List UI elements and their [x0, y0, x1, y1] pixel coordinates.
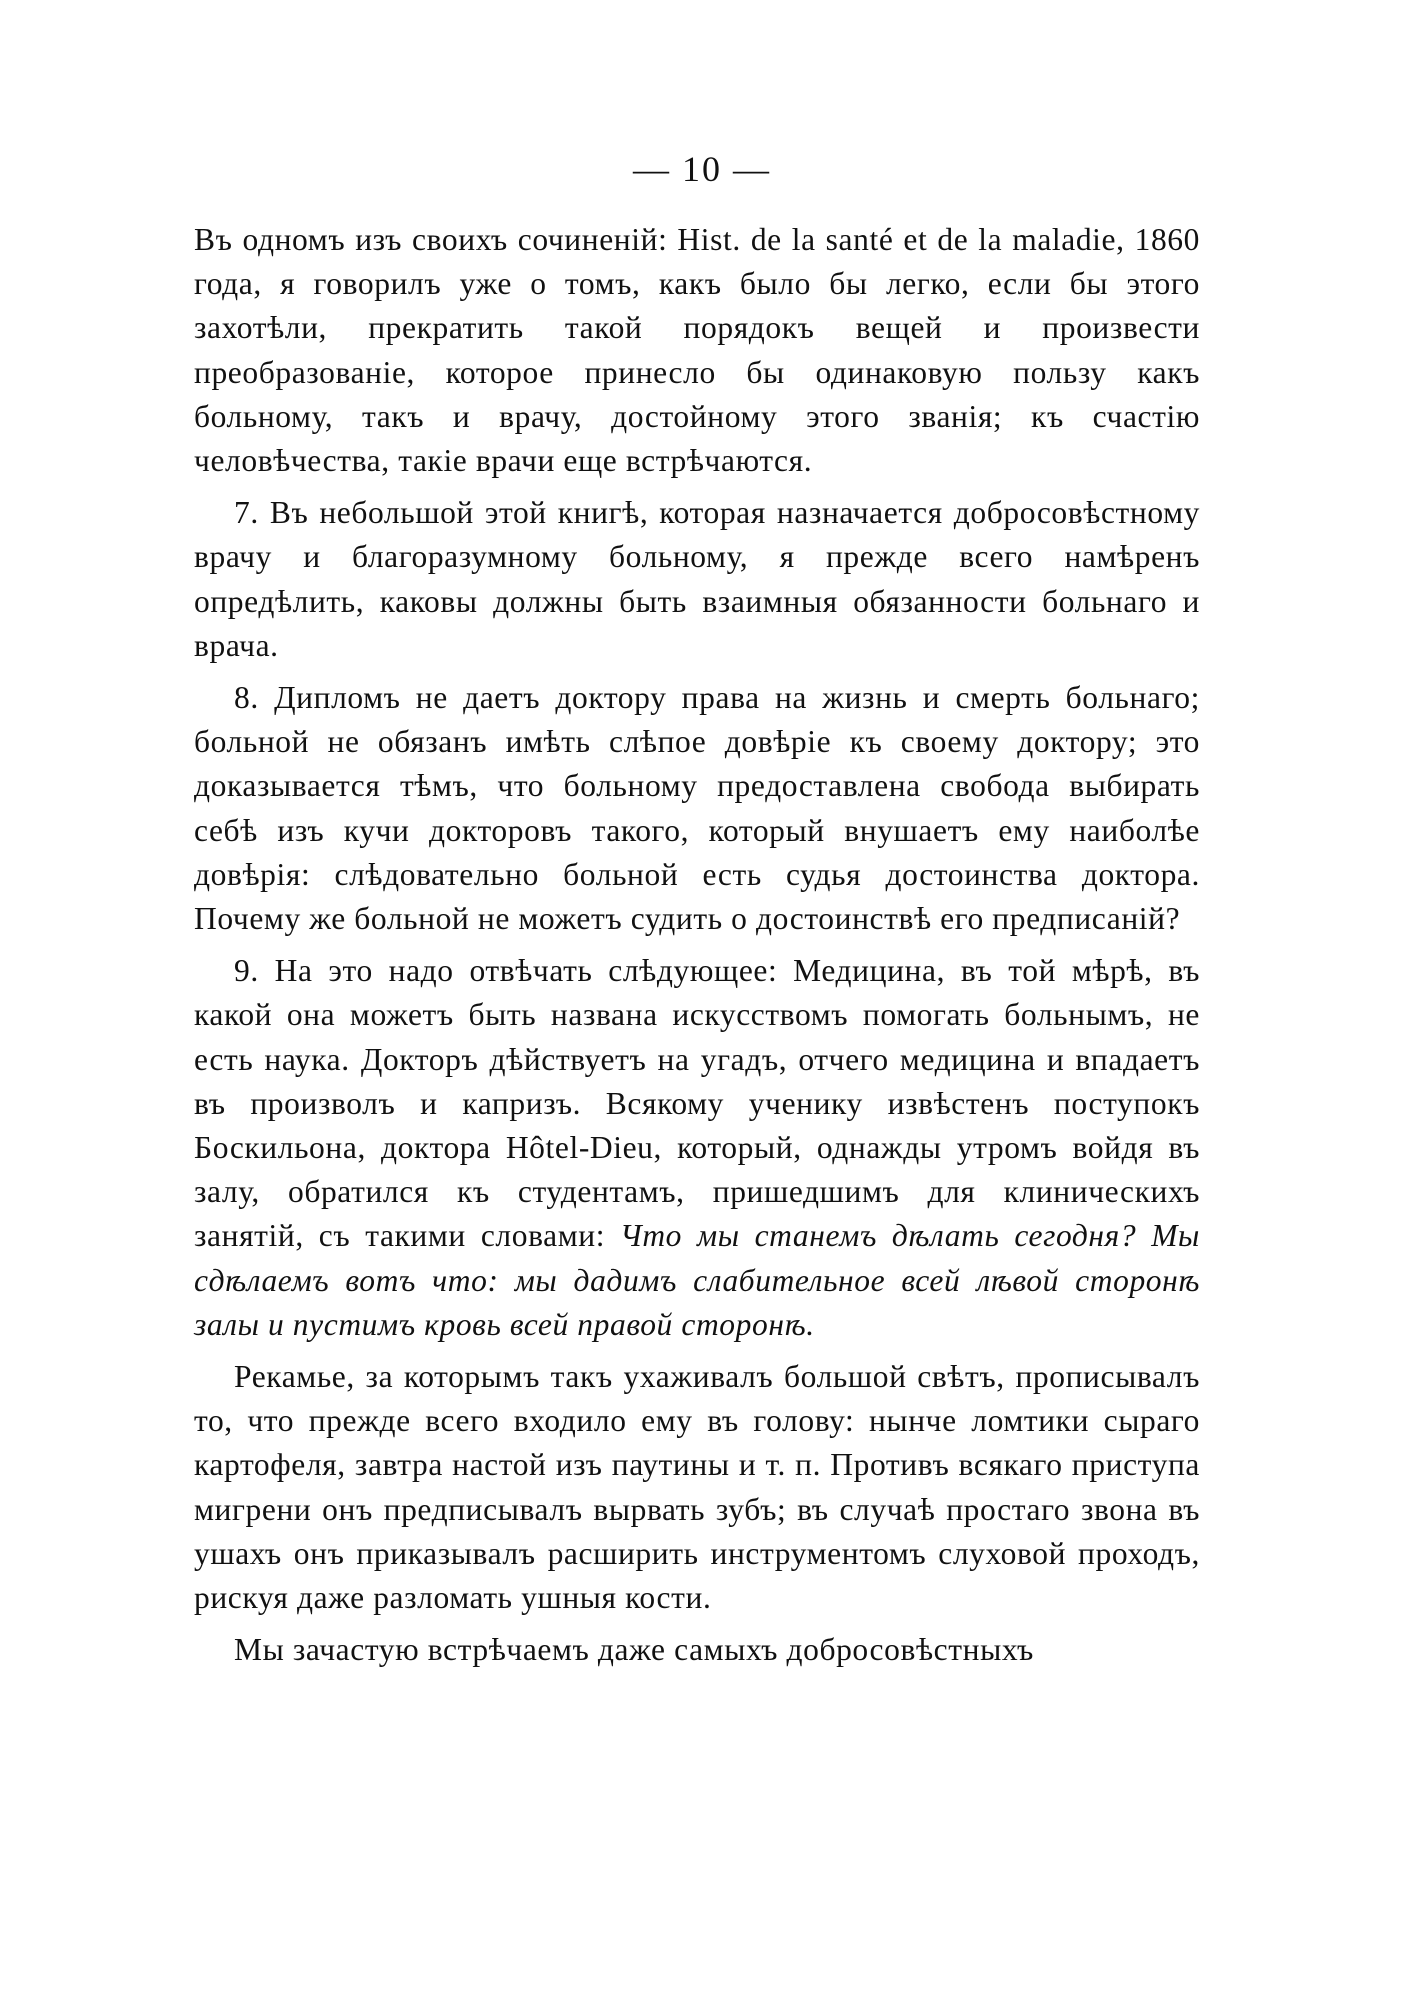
paragraph-8: 8. Дипломъ не даетъ доктору права на жизнь и смерть больнаго; больной не обязанъ имѣть слѣпое довѣріе къ своему доктору; это доказывается тѣмъ, что больному предоставлена свобода выбирать себѣ изъ кучи докторовъ такого, который внушаетъ ему наиболѣе довѣрія: слѣдовательно больной есть судья достоинства доктора. Почему же больной не можетъ судить о достоинствѣ его предписаній? [194, 680, 1200, 937]
paragraph-recamier: Рекамье, за которымъ такъ ухаживалъ большой свѣтъ, прописывалъ то, что прежде всего входило ему въ голову: нынче ломтики сыраго картофеля, завтра настой изъ паутины и т. п. Противъ всякаго приступа мигрени онъ предписывалъ вырвать зубъ; въ случаѣ простаго звона въ ушахъ онъ приказывалъ расширить инструментомъ слуховой проходъ, рискуя даже разломать ушныя кости. [194, 1359, 1200, 1616]
paragraph-9-quote: Что мы станемъ дѣлать сегодня? Мы сдѣлаемъ вотъ что: мы дадимъ слабительное всей лѣвой сторонѣ залы и пустимъ кровь всей правой сторонѣ. [194, 1218, 1200, 1342]
paragraph-9-text: 9. На это надо отвѣчать слѣдующее: Медицина, въ той мѣрѣ, въ какой она можетъ быть названа искусствомъ помогать больнымъ, не есть наука. Докторъ дѣйствуетъ на угадъ, отчего медицина и впадаетъ въ произволъ и капризъ. Всякому ученику извѣстенъ поступокъ Боскильона, доктора Hôtel-Dieu, который, однажды утромъ войдя въ залу, обратился къ студентамъ, пришедшимъ для клиническихъ занятій, съ такими словами: [194, 953, 1200, 1254]
paragraph-7: 7. Въ небольшой этой книгѣ, которая назначается добросовѣстному врачу и благоразумному больному, я прежде всего намѣренъ опредѣлить, каковы должны быть взаимныя обязанности больнаго и врача. [194, 495, 1200, 663]
paragraph-last: Мы зачастую встрѣчаемъ даже самыхъ добросовѣстныхъ [234, 1632, 1034, 1668]
page-number: — 10 — [633, 149, 771, 189]
body-text [194, 218, 1200, 1673]
paragraph-9 [194, 949, 1200, 1347]
paragraph-intro: Въ одномъ изъ своихъ сочиненій: Hist. de la santé et de la maladie, 1860 года, я говорилъ уже о томъ, какъ было бы легко, если бы этого захотѣли, прекратить такой порядокъ вещей и произвести преобразованіе, которое принесло бы одинаковую пользу какъ больному, такъ и врачу, достойному этого званія; къ счастію человѣчества, такіе врачи еще встрѣчаются. [194, 222, 1200, 479]
